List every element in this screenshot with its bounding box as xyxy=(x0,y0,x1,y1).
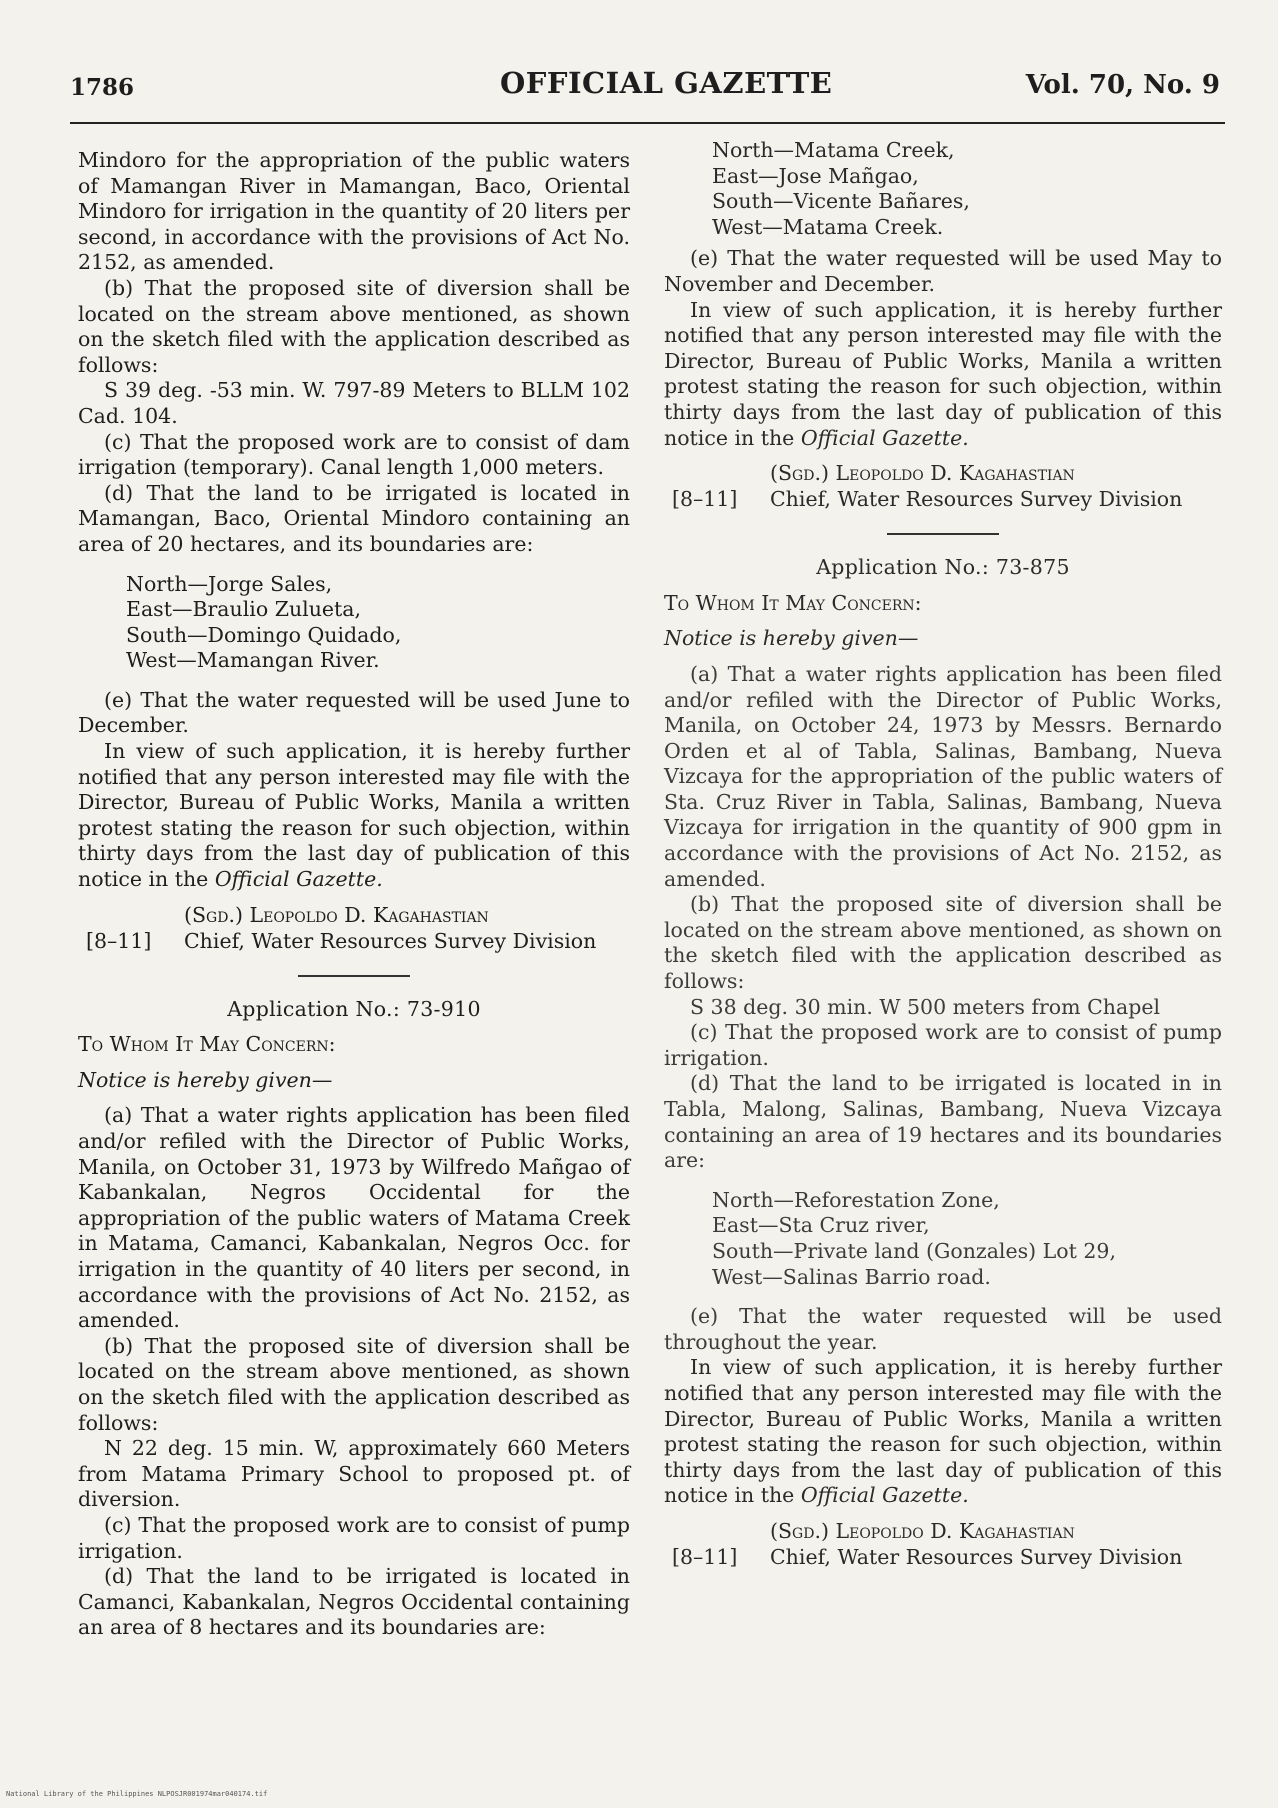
gazette-name: Official Gazette. xyxy=(800,1483,969,1508)
diversion-coordinates: S 38 deg. 30 min. W 500 meters from Chapel xyxy=(690,994,1161,1019)
boundary-west: West—Salinas Barrio road. xyxy=(712,1264,991,1289)
boundary-east: East—Braulio Zulueta, xyxy=(126,597,362,622)
paragraph-c: (c) That the proposed work are to consist of pump irrigation. xyxy=(664,1020,1222,1070)
paragraph-b: (b) That the proposed site of diversion shall be located on the stream above mentioned, as shown on the sketch filed with the application described as follows: xyxy=(78,1333,630,1435)
signatory: (Sgd.) Leopoldo D. Kagahastian xyxy=(184,902,489,927)
boundary-south: South—Private land (Gonzales) Lot 29, xyxy=(712,1238,1116,1263)
boundaries-list xyxy=(712,138,1222,240)
page-header xyxy=(70,66,1220,116)
boundaries-list xyxy=(712,1188,1222,1290)
salutation: To Whom It May Concern: xyxy=(664,590,922,615)
volume-number: Vol. 70, No. 9 xyxy=(1025,70,1220,100)
paragraph-e: (e) That the water requested will be used throughout the year. xyxy=(664,1304,1222,1354)
issue-reference: [8–11] xyxy=(672,487,738,512)
paragraph-a: (a) That a water rights application has been filed and/or refiled with the Director of Public Works, Manila, on October 24, 1973 by Messrs. Bernardo Orden et al of Tabla, Salinas, Bambang, Nueva Vizcaya for the appropriation of the public waters of Sta. Cruz River in Tabla, Salinas, Bambang, Nueva Vizcaya for irrigation in the quantity of 900 gpm in accordance with the provisions of Act No. 2152, as amended. xyxy=(664,661,1222,891)
salutation: To Whom It May Concern: xyxy=(78,1032,336,1057)
boundary-north: North—Reforestation Zone, xyxy=(712,1187,1000,1212)
boundary-east: East—Jose Mañgao, xyxy=(712,163,919,188)
boundary-north: North—Matama Creek, xyxy=(712,138,955,162)
section-divider xyxy=(298,975,410,977)
application-number: Application No.: 73-875 xyxy=(816,555,1070,580)
signature-block xyxy=(664,461,1222,515)
application-number: Application No.: 73-910 xyxy=(227,996,481,1021)
gazette-title: OFFICIAL GAZETTE xyxy=(500,66,833,100)
paragraph-b: (b) That the proposed site of diversion shall be located on the stream above mentioned, as shown on the sketch filed with the application described as follows: xyxy=(78,275,630,377)
signature-block xyxy=(78,903,630,957)
paragraph-a: (a) That a water rights application has been filed and/or refiled with the Director of Public Works, Manila, on October 31, 1973 by Wilfredo Mañgao of Kabankalan, Negros Occidental for the appropriation of the public waters of Matama Creek in Matama, Camanci, Kabankalan, Negros Occ. for irrigation in the quantity of 40 liters per second, in accordance with the provisions of Act No. 2152, as amended. xyxy=(78,1103,630,1333)
gazette-name: Official Gazette. xyxy=(800,425,969,450)
left-column xyxy=(78,148,630,1641)
notice-heading: Notice is hereby given— xyxy=(78,1067,333,1092)
boundary-west: West—Mamangan River. xyxy=(126,648,380,673)
boundary-south: South—Domingo Quidado, xyxy=(126,622,402,647)
paragraph-e: (e) That the water requested will be used May to November and December. xyxy=(664,246,1222,296)
protest-paragraph: In view of such application, it is hereby further notified that any person interested may file with the Director, Bureau of Public Works, Manila a written protest stating the reason for such objection, within thirty days from the last day of publication of this notice in the Official Gazette. xyxy=(78,739,630,892)
paragraph-b: (b) That the proposed site of diversion shall be located on the stream above mentioned, as shown on the sketch filed with the application described as follows: xyxy=(664,892,1222,994)
boundary-east: East—Sta Cruz river, xyxy=(712,1213,930,1238)
boundary-west: West—Matama Creek. xyxy=(712,214,944,239)
protest-paragraph: In view of such application, it is hereby further notified that any person interested may file with the Director, Bureau of Public Works, Manila a written protest stating the reason for such objection, within thirty days from the last day of publication of this notice in the Official Gazette. xyxy=(664,1355,1222,1508)
gazette-name: Official Gazette. xyxy=(214,867,383,892)
continued-paragraph: Mindoro for the appropriation of the public waters of Mamangan River in Mamangan, Baco, Oriental Mindoro for irrigation in the quantity of 20 liters per second, in accordance with the provisions of Act No. 2152, as amended. xyxy=(78,148,630,275)
boundaries-list xyxy=(126,572,630,674)
header-rule xyxy=(70,122,1225,124)
paragraph-e: (e) That the water requested will be used June to December. xyxy=(78,687,630,738)
paragraph-c: (c) That the proposed work are to consist of dam irrigation (temporary). Canal length 1,000 meters. xyxy=(78,429,630,480)
notice-heading: Notice is hereby given— xyxy=(664,626,919,651)
issue-reference: [8–11] xyxy=(672,1544,738,1569)
paragraph-d: (d) That the land to be irrigated is located in in Tabla, Malong, Salinas, Bambang, Nueva Vizcaya containing an area of 19 hectares and its boundaries are: xyxy=(664,1071,1222,1173)
right-column xyxy=(664,138,1222,1573)
diversion-coordinates: S 39 deg. -53 min. W. 797-89 Meters to BLLM 102 Cad. 104. xyxy=(78,378,630,428)
signatory-title: Chief, Water Resources Survey Division xyxy=(770,487,1183,512)
boundary-north: North—Jorge Sales, xyxy=(126,571,333,596)
page-number: 1786 xyxy=(70,74,135,101)
section-divider xyxy=(887,533,999,535)
signatory: (Sgd.) Leopoldo D. Kagahastian xyxy=(770,461,1075,486)
scan-footer: National Library of the Philippines NLPOSJR001974mar040174.tif xyxy=(6,1790,268,1798)
boundary-south: South—Vicente Bañares, xyxy=(712,189,970,214)
signature-block xyxy=(664,1519,1222,1573)
protest-paragraph: In view of such application, it is hereby further notified that any person interested may file with the Director, Bureau of Public Works, Manila a written protest stating the reason for such objection, within thirty days from the last day of publication of this notice in the Official Gazette. xyxy=(664,297,1222,450)
issue-reference: [8–11] xyxy=(86,928,152,953)
signatory-title: Chief, Water Resources Survey Division xyxy=(184,928,597,953)
signatory: (Sgd.) Leopoldo D. Kagahastian xyxy=(770,1518,1075,1543)
paragraph-c: (c) That the proposed work are to consist of pump irrigation. xyxy=(78,1512,630,1563)
signatory-title: Chief, Water Resources Survey Division xyxy=(770,1544,1183,1569)
paragraph-d: (d) That the land to be irrigated is located in Camanci, Kabankalan, Negros Occidental containing an area of 8 hectares and its boundaries are: xyxy=(78,1564,630,1640)
paragraph-d: (d) That the land to be irrigated is located in Mamangan, Baco, Oriental Mindoro containing an area of 20 hectares, and its boundaries are: xyxy=(78,480,630,556)
diversion-coordinates: N 22 deg. 15 min. W, approximately 660 Meters from Matama Primary School to proposed pt. of diversion. xyxy=(78,1436,630,1512)
